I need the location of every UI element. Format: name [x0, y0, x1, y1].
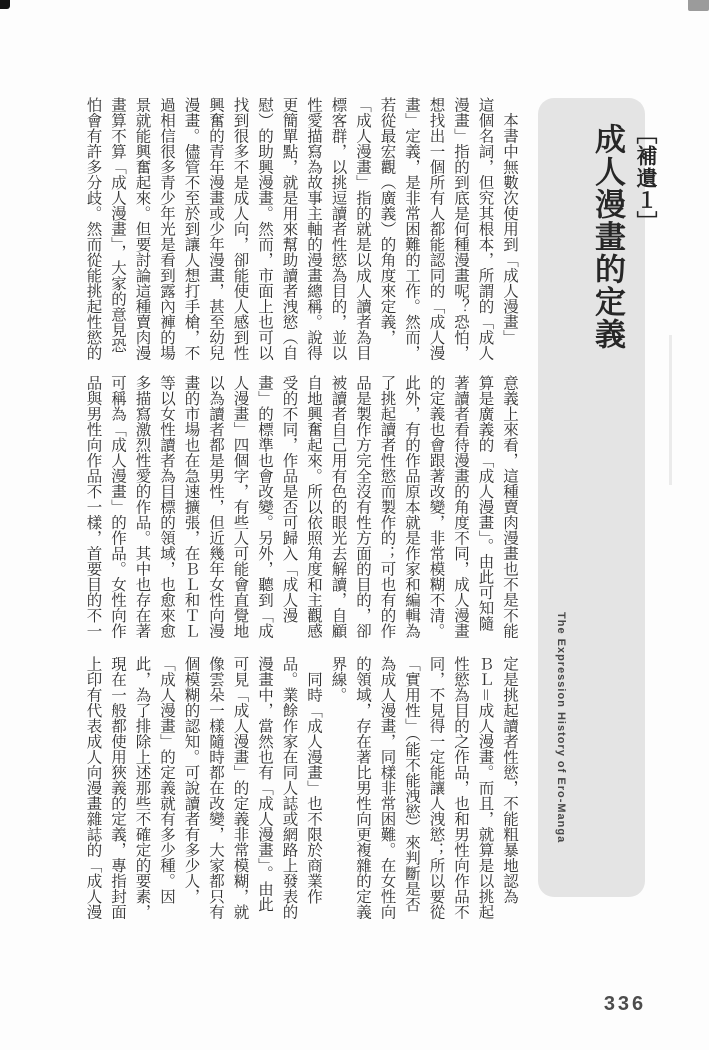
- text-column: 定是挑起讀者性慾，不能粗暴地認為: [501, 656, 518, 904]
- text-column: 品是製作方完全沒有性方面的目的，卻: [354, 375, 371, 639]
- text-column: 現在一般都使用狹義的定義，專指封面: [109, 656, 126, 920]
- text-column: ＢＬ＝成人漫畫。而且，就算是以挑起: [476, 656, 494, 920]
- text-column: 同時「成人漫畫」也不限於商業作: [305, 656, 322, 904]
- text-column: 找到很多不是成人向，卻能使人感到性: [231, 97, 249, 361]
- text-block-2: [79, 375, 521, 643]
- text-column: 興奮的青年漫畫或少年漫畫，甚至幼兒: [207, 97, 224, 361]
- text-column: 更簡單點，就是用來幫助讀者洩慾（自: [280, 97, 298, 361]
- scan-artifact-topright: [688, 0, 709, 11]
- text-column: 性愛描寫為故事主軸的漫畫總稱。說得: [305, 97, 322, 361]
- text-column: 畫」的標準也會改變。另外，聽到「成: [256, 375, 273, 639]
- text-column: 自地興奮起來。所以依照角度和主觀感: [305, 375, 322, 639]
- text-column: 若從最宏觀（廣義）的角度來定義，: [378, 97, 396, 345]
- text-column: 怕會有許多分歧。然而從能挑起性慾的: [84, 97, 102, 361]
- text-column: 意義上來看，這種賣肉漫畫也不是不能: [501, 375, 518, 639]
- text-column: 「成人漫畫」的定義就有多少種。因: [158, 656, 175, 904]
- text-block-1: [79, 97, 521, 365]
- chapter-title-text: 成人漫畫的定義: [590, 123, 625, 351]
- chapter-kicker: ［補遺１］: [634, 123, 657, 233]
- text-column: 漫畫」指的到底是何種漫畫呢？恐怕，: [452, 97, 469, 361]
- text-column: 被讀者自己用有色的眼光去解讀，自顧: [329, 375, 347, 639]
- text-column: 人漫畫」四個字，有些人可能會直覺地: [231, 375, 249, 639]
- text-column: 「成人漫畫」指的就是以成人讀者為目: [354, 97, 371, 361]
- text-column: 同，不見得一定能讓人洩慾；所以要從: [427, 656, 445, 920]
- text-column: 畫」定義，是非常困難的工作。然而，: [403, 97, 420, 361]
- text-column: 「實用性」（能不能洩慾）來判斷是否: [403, 656, 420, 912]
- text-column: 這個名詞，但究其根本，所謂的「成人: [476, 97, 494, 361]
- scan-artifact-rightedge: [669, 335, 672, 485]
- text-column: 著讀者看待漫畫的角度不同，成人漫畫: [452, 375, 469, 639]
- text-column: 界線。: [329, 656, 347, 703]
- text-column: 過相信很多青少年光是看到露內褲的場: [158, 97, 175, 361]
- text-column: 的定義也會跟著改變，非常模糊不清。: [427, 375, 445, 639]
- page-number: 336: [603, 993, 647, 1015]
- text-column: 漫畫。儘管不至於到讓人想打手槍，不: [182, 97, 200, 361]
- text-column: 個模糊的認知。可說讀者有多少人，: [182, 656, 200, 904]
- text-column: 等以女性讀者為目標的領域，也愈來愈: [158, 375, 175, 639]
- text-column: 以為讀者都是男性，但近幾年女性向漫: [207, 375, 224, 639]
- text-column: 可見「成人漫畫」的定義非常模糊，就: [231, 656, 249, 920]
- text-column: 標客群，以挑逗讀者性慾為目的，並以: [329, 97, 347, 361]
- scan-artifact-topleft: [0, 0, 10, 9]
- text-column: 漫畫中，當然也有「成人漫畫」。由此: [256, 656, 273, 912]
- text-column: 的領域，存在著比男性向更複雜的定義: [354, 656, 371, 920]
- text-column: 像雲朵一樣隨時都在改變，大家都只有: [207, 656, 224, 920]
- text-column: 景就能興奮起來。但要討論這種賣肉漫: [133, 97, 151, 361]
- text-column: 此外，有的作品原本就是作家和編輯為: [403, 375, 420, 639]
- text-block-3: [79, 656, 521, 924]
- text-column: 性慾為目的之作品，也和男性向作品不: [452, 656, 469, 920]
- text-column: 本書中無數次使用到「成人漫畫」: [501, 97, 518, 345]
- text-column: 此，為了排除上述那些不確定的要素，: [133, 656, 151, 920]
- text-column: 上印有代表成人向漫畫雜誌的「成人漫: [84, 656, 102, 920]
- text-column: 慰）的助興漫畫。然而，市面上也可以: [256, 97, 273, 361]
- text-column: 想找出一個所有人都能認同的「成人漫: [427, 97, 445, 361]
- text-column: 算是廣義的「成人漫畫」。由此可知隨: [476, 375, 494, 631]
- chapter-title: [585, 123, 660, 683]
- text-column: 受的不同，作品是否可歸入「成人漫: [280, 375, 298, 623]
- text-column: 了挑起讀者性慾而製作的；可也有的作: [378, 375, 396, 639]
- text-column: 多描寫激烈性愛的作品。其中也存在著: [133, 375, 151, 639]
- text-column: 品。業餘作家在同人誌或網路上發表的: [280, 656, 298, 920]
- chapter-subtitle-english: The Expression History of Ero-Manga: [555, 612, 567, 844]
- text-column: 品與男性向作品不一樣，首要目的不一: [84, 375, 102, 639]
- text-column: 為成人漫畫，同樣非常困難。在女性向: [378, 656, 396, 920]
- text-column: 畫算不算「成人漫畫」，大家的意見恐: [109, 97, 126, 353]
- text-column: 畫的市場也在急速擴張，在ＢＬ和ＴＬ: [182, 375, 200, 639]
- text-column: 可稱為「成人漫畫」的作品。女性向作: [109, 375, 126, 639]
